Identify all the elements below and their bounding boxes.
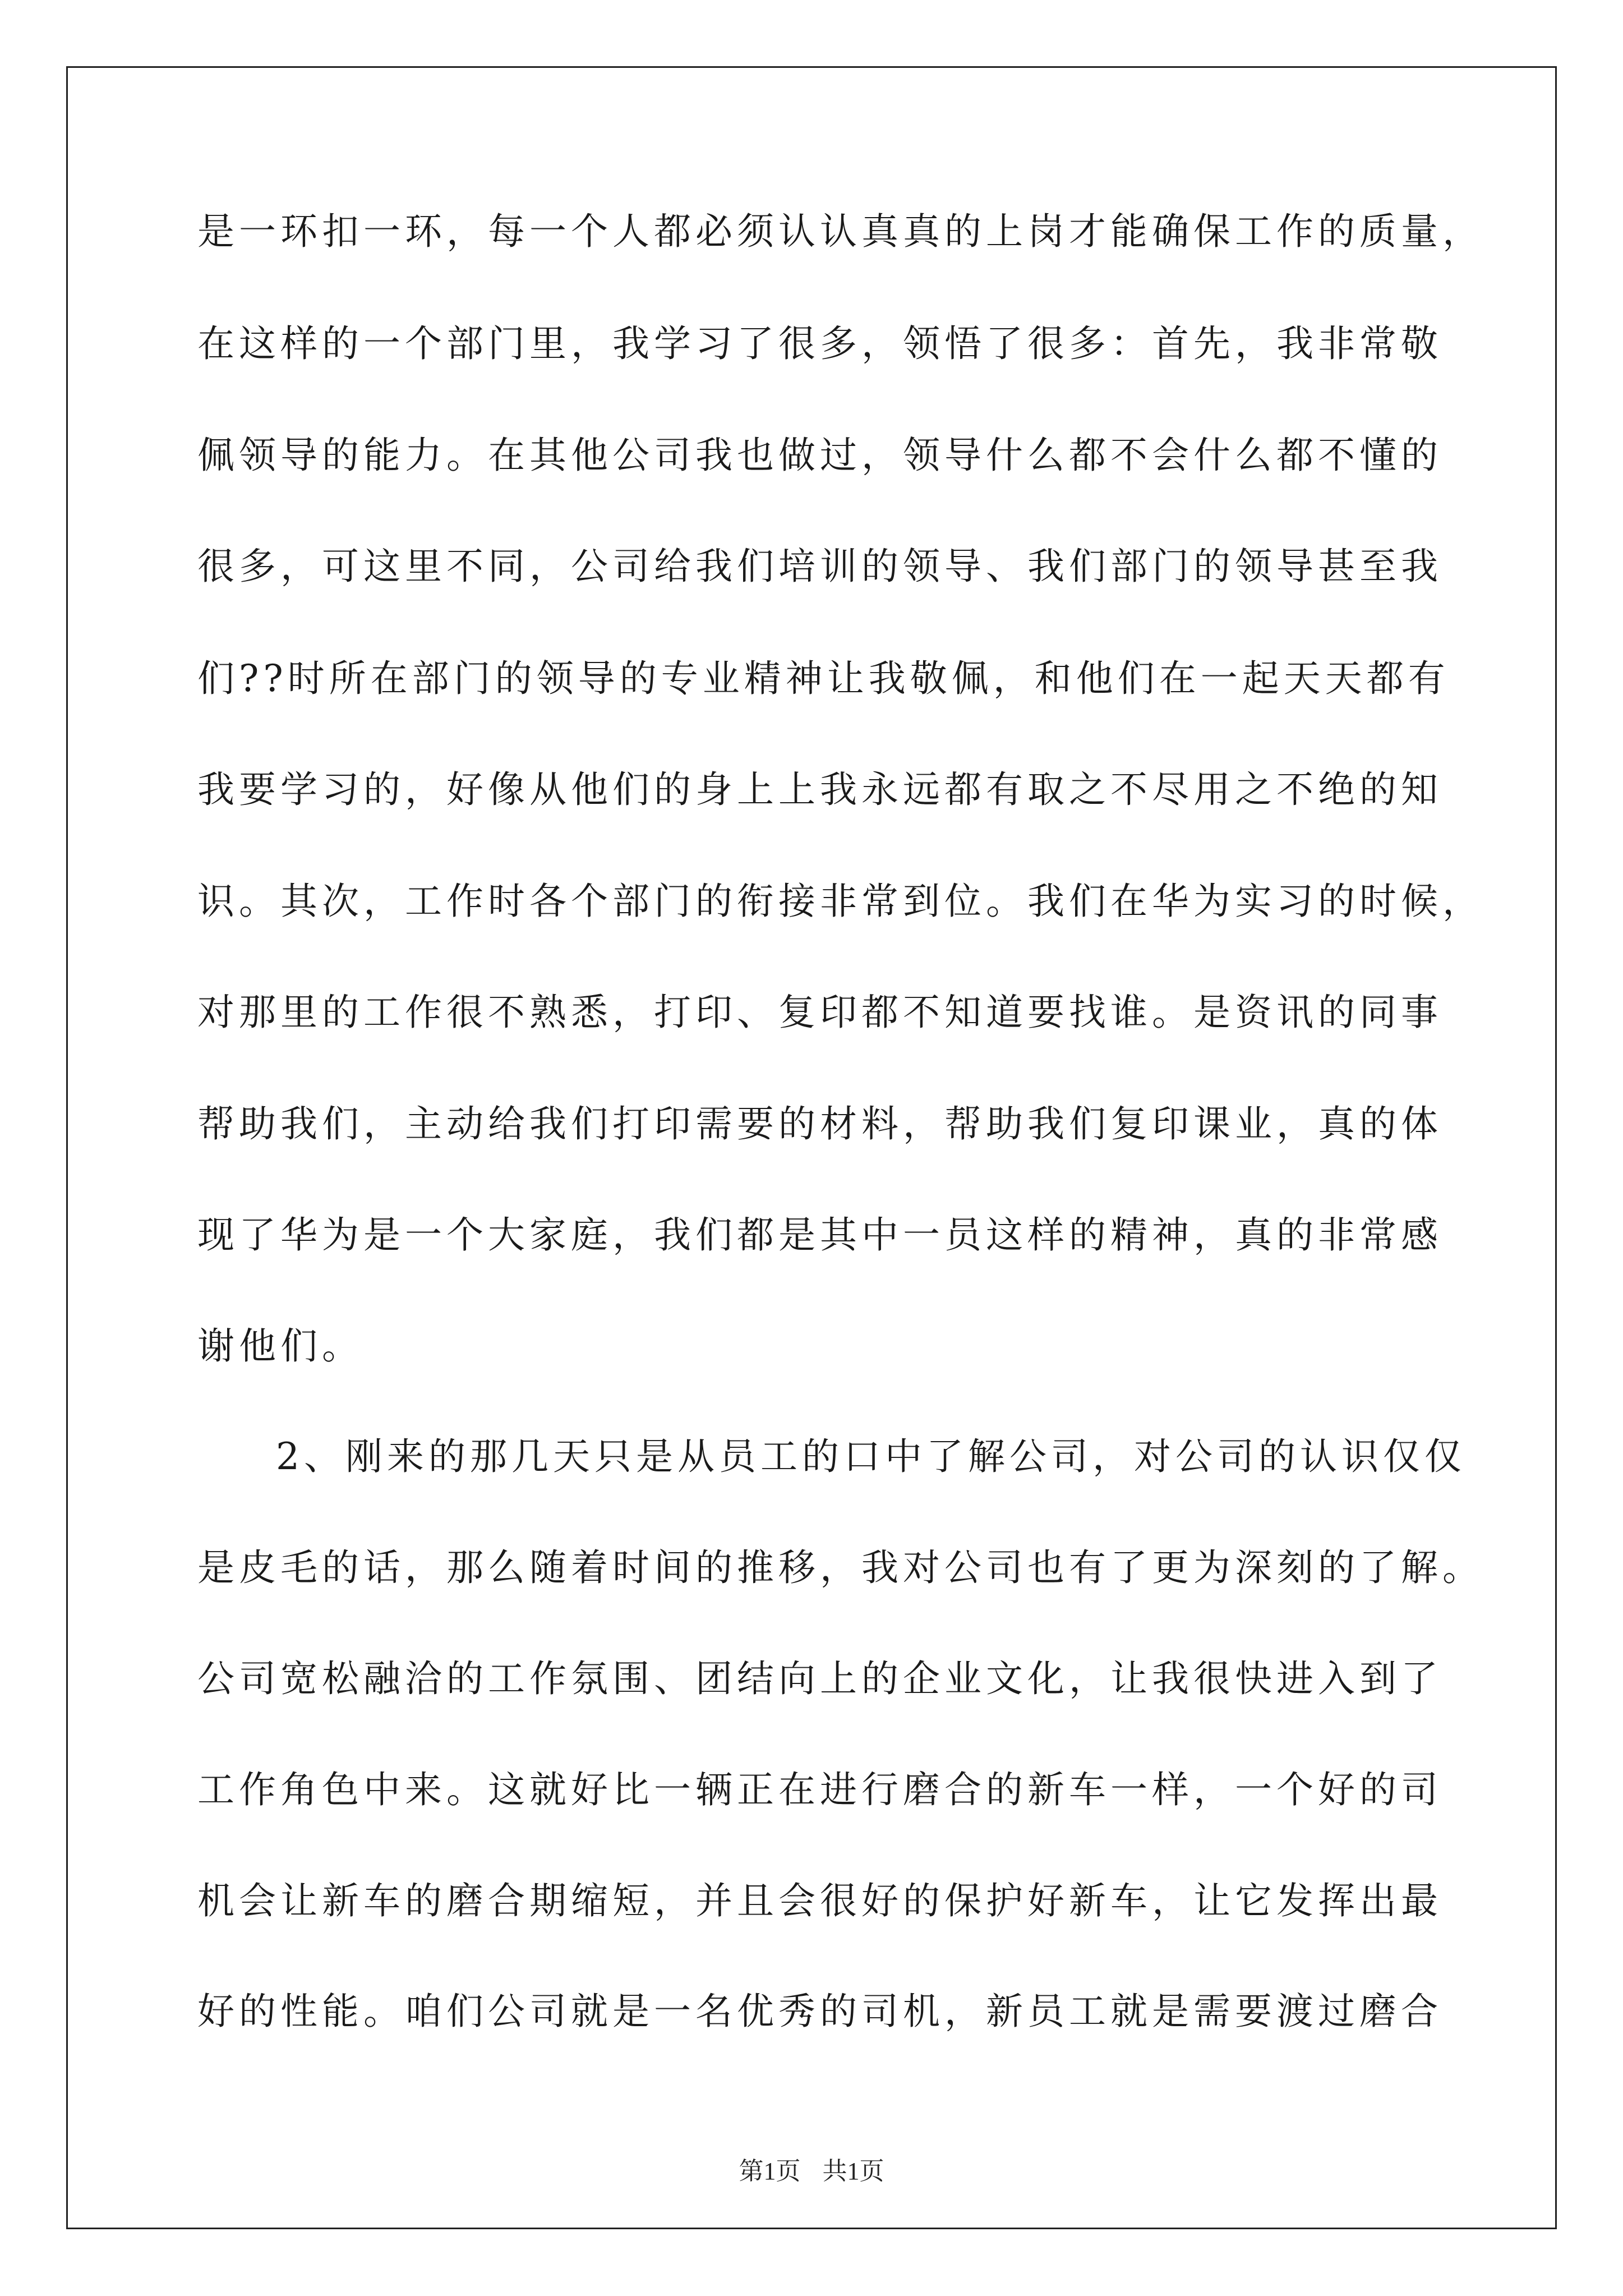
text-line: 是皮毛的话，那么随着时间的推移，我对公司也有了更为深刻的了解。	[197, 1546, 1484, 1589]
page-number: 第1页	[739, 2157, 801, 2185]
text-line: 现了华为是一个大家庭，我们都是其中一员这样的精神，真的非常感	[197, 1213, 1442, 1257]
text-line: 是一环扣一环，每一个人都必须认认真真的上岗才能确保工作的质量，	[197, 210, 1484, 253]
text-line: 2、刚来的那几天只是从员工的口中了解公司，对公司的认识仅仅	[276, 1435, 1466, 1478]
text-line: 对那里的工作很不熟悉，打印、复印都不知道要找谁。是资讯的同事	[197, 991, 1442, 1034]
text-line: 很多，可这里不同，公司给我们培训的领导、我们部门的领导甚至我	[197, 545, 1442, 588]
text-line: 佩领导的能力。在其他公司我也做过，领导什么都不会什么都不懂的	[197, 434, 1442, 477]
text-line: 工作角色中来。这就好比一辆正在进行磨合的新车一样，一个好的司	[197, 1768, 1442, 1811]
text-line: 谢他们。	[197, 1324, 363, 1368]
text-line: 我要学习的，好像从他们的身上上我永远都有取之不尽用之不绝的知	[197, 768, 1442, 811]
text-line: 在这样的一个部门里，我学习了很多，领悟了很多：首先，我非常敬	[197, 322, 1442, 365]
text-line: 帮助我们，主动给我们打印需要的材料，帮助我们复印课业，真的体	[197, 1102, 1442, 1145]
text-line: 公司宽松融洽的工作氛围、团结向上的企业文化，让我很快进入到了	[197, 1657, 1442, 1700]
page-count: 共1页	[822, 2157, 884, 2185]
text-line: 好的性能。咱们公司就是一名优秀的司机，新员工就是需要渡过磨合	[197, 1990, 1442, 2033]
text-line: 机会让新车的磨合期缩短，并且会很好的保护好新车，让它发挥出最	[197, 1879, 1442, 1922]
text-line: 识。其次，工作时各个部门的衔接非常到位。我们在华为实习的时候，	[197, 880, 1484, 923]
page-footer	[0, 2156, 1623, 2187]
text-line: 们??时所在部门的领导的专业精神让我敬佩，和他们在一起天天都有	[197, 657, 1450, 700]
